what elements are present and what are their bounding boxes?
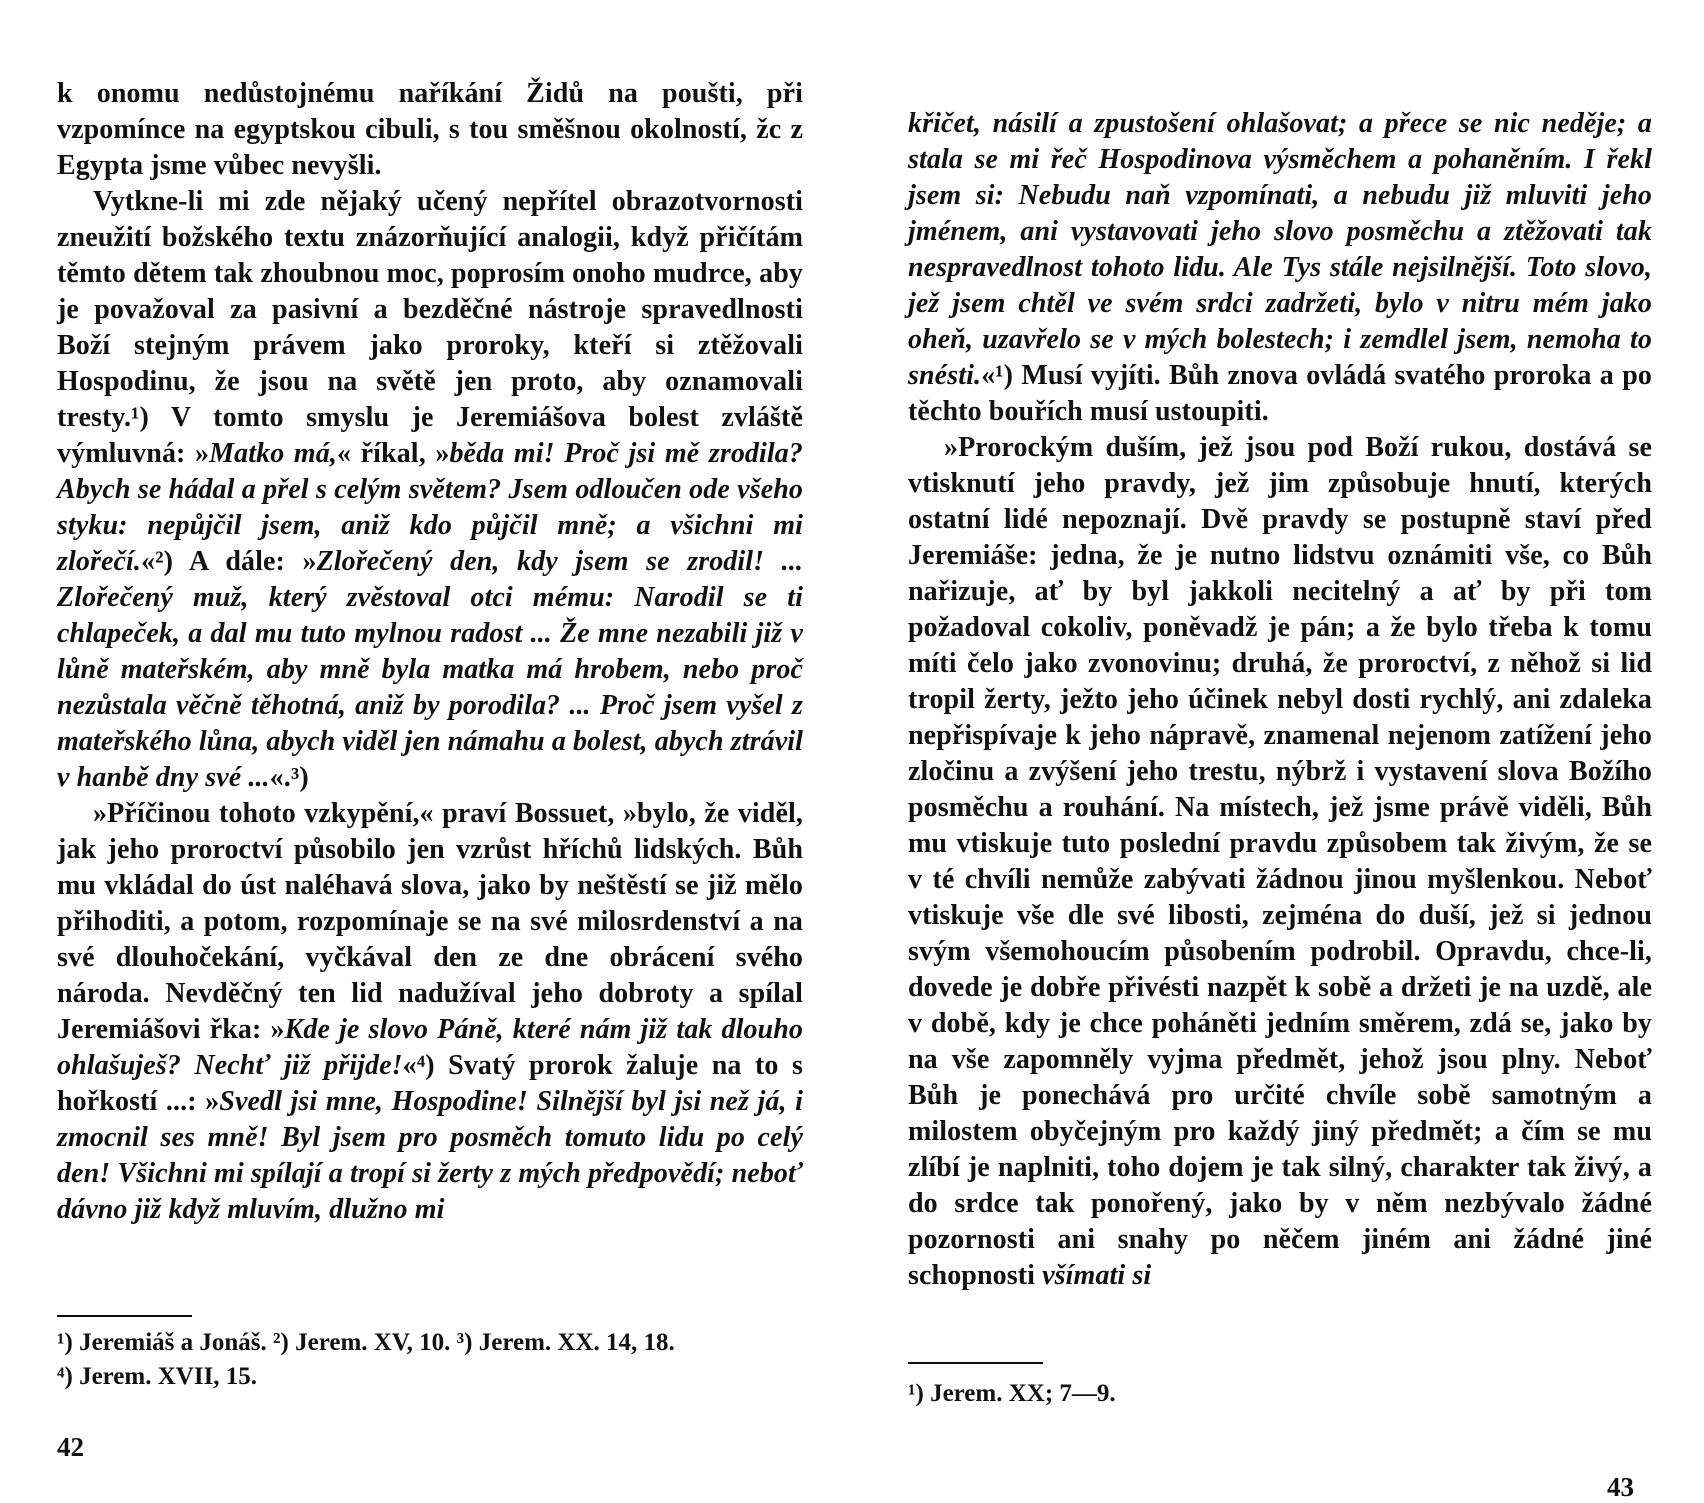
paragraph [908, 430, 1652, 1294]
text-run: »Příčinou tohoto vzkypění,« praví Bossuet, »bylo, že viděl, jak jeho proroctví působilo jen vzrůst hříchů lidských. Bůh mu vkládal do úst naléhavá slova, jako by neštěstí se již mělo přihoditi, a potom, rozpomínaje se na své milosrdenství a na své dlouhočekání, vyčkával den ze dne obrácení svého národa. Nevděčný ten lid nadužíval jeho dobroty a spílal Jeremiášovi řka: » [57, 798, 803, 1045]
italic-quote-run: Kde je slovo Páně, které nám již tak dlouho ohlašuješ? Nechť již přijde! [57, 1014, 803, 1081]
left-body-text [57, 76, 803, 1228]
footnote-line: ¹) Jerem. XX; 7—9. [908, 1380, 1116, 1407]
footnote-rule [57, 1315, 192, 1317]
page-number: 42 [57, 1432, 84, 1462]
italic-quote-run: běda mi! Proč jsi mě zrodila? Abych se hádal a přel s celým světem? Jsem odloučen ode všeho styku: nepůjčil jsem, aniž kdo půjčil mně; a všichni mi zlořečí. [57, 438, 803, 577]
text-run: «²) A dále: » [141, 546, 317, 577]
text-run: « říkal, » [336, 438, 450, 469]
right-footnotes [908, 1377, 1652, 1411]
text-run: «.³) [269, 762, 309, 793]
footnote-line: ¹) Jeremiáš a Jonáš. ²) Jerem. XV, 10. ³) Jerem. XX. 14, 18. [57, 1329, 675, 1356]
paragraph [57, 796, 803, 1228]
page-number: 43 [1607, 1472, 1634, 1502]
italic-quote-run: Svedl jsi mne, Hospodine! Silnější byl jsi než já, i zmocnil ses mně! Byl jsem pro posměch tomuto lidu po celý den! Všichni mi spílají a tropí si žerty z mých předpovědí; neboť dávno již když mluvím, dlužno mi [57, 1086, 803, 1225]
italic-quote-run: Zlořečený den, kdy jsem se zrodil! ... Zlořečený muž, který zvěstoval otci mému: Narodil se ti chlapeček, a dal mu tuto mylnou radost ... Že mne nezabili již v lůně mateřském, aby mně byla matka má hrobem, nebo proč nezůstala věčně těhotná, aniž by porodila? ... Proč jsem vyšel z mateřského lůna, abych viděl jen námahu a bolest, abych ztrávil v hanbě dny své ... [57, 546, 803, 793]
text-run: Vytkne-li mi zde nějaký učený nepřítel obrazotvornosti zneužití božského textu znázorňující analogii, když přičítám těmto dětem tak zhoubnou moc, poprosím onoho mudrce, aby je považoval za pasivní a bezděčné nástroje spravedlnosti Boží stejným právem jako proroky, kteří si ztěžovali Hospodinu, že jsou na světě jen proto, aby oznamovali tresty.¹) V tomto smyslu je Jeremiášova bolest zvláště výmluvná: » [57, 186, 803, 469]
footnote-line: ⁴) Jerem. XVII, 15. [57, 1363, 258, 1390]
text-run: «⁴) Svatý prorok žaluje na to s hořkostí ...: » [57, 1050, 804, 1117]
right-body-text [908, 106, 1652, 1294]
text-run: »Prorockým duším, jež jsou pod Boží rukou, dostává se vtisknutí jeho pravdy, jež jim způsobuje hnutí, kterých ostatní lidé nepoznají. Dvě pravdy se postupně staví před Jeremiáše: jedna, že je nutno lidstvu oznámiti vše, co Bůh nařizuje, ať by byl jakkoli necitelný a ať by při tom požadoval cokoliv, poněvadž je pán; a že bylo třeba k tomu míti čelo jako zvonovinu; druhá, že proroctví, z něhož si lid tropil žerty, ježto jeho účinek nebyl dosti rychlý, ani zdaleka nepřispívaje k jeho nápravě, znamenal nejenom zatížení jeho zločinu a zvýšení jeho trestu, nýbrž i vystavení slova Božího posměchu a rouhání. Na místech, jež jsme právě viděli, Bůh mu vtiskuje tuto poslední pravdu způsobem tak živým, že se v té chvíli nemůže zabývati žádnou jinou myšlenkou. Neboť vtiskuje vše dle své libosti, zejména do duší, jež si jednou svým všemohoucím působením podrobil. Opravdu, chce-li, dovede je dobře přivésti nazpět k sobě a držeti je na uzdě, ale v době, kdy je chce poháněti jedním směrem, zdá se, jako by na vše zapomněly vyjma předmět, jehož jsou plny. Neboť Bůh je ponechává pro určité chvíle sobě samotným a milostem obyčejným pro každý jiný předmět; a čím se mu zlíbí je naplniti, toho dojem je tak silný, charakter tak živý, a do srdce tak ponořený, jako by v něm nezbývalo žádné pozornosti ani snahy po něčem jiném ani žádné jiné schopnosti [908, 432, 1652, 1291]
paragraph [57, 184, 803, 796]
paragraph [908, 106, 1652, 430]
italic-quote-run: všímati si [1042, 1260, 1152, 1291]
text-run: k onomu nedůstojnému naříkání Židů na poušti, při vzpomínce na egyptskou cibuli, s tou směšnou okolností, žc z Egypta jsme vůbec nevyšli. [57, 78, 803, 181]
italic-quote-run: křičet, násilí a zpustošení ohlašovat; a přece se nic neděje; a stala se mi řeč Hospodinova výsměchem a pohaněním. I řekl jsem si: Nebudu naň vzpomínati, a nebudu již mluviti jeho jménem, ani vystavovati jeho slovo posměchu a ztěžovati tak nespravedlnost tohoto lidu. Ale Tys stále nejsilnější. Toto slovo, jež jsem chtěl ve svém srdci zadržeti, bylo v nitru mém jako oheň, uzavřelo se v mých bolestech; i zemdlel jsem, nemoha to snésti. [908, 108, 1652, 391]
left-footnotes [57, 1326, 803, 1394]
italic-quote-run: Matko má, [209, 438, 337, 469]
paragraph [57, 76, 803, 184]
footnote-rule [908, 1362, 1043, 1364]
text-run: «¹) Musí vyjíti. Bůh znova ovládá svatého proroka a po těchto bouřích musí ustoupiti. [908, 360, 1652, 427]
